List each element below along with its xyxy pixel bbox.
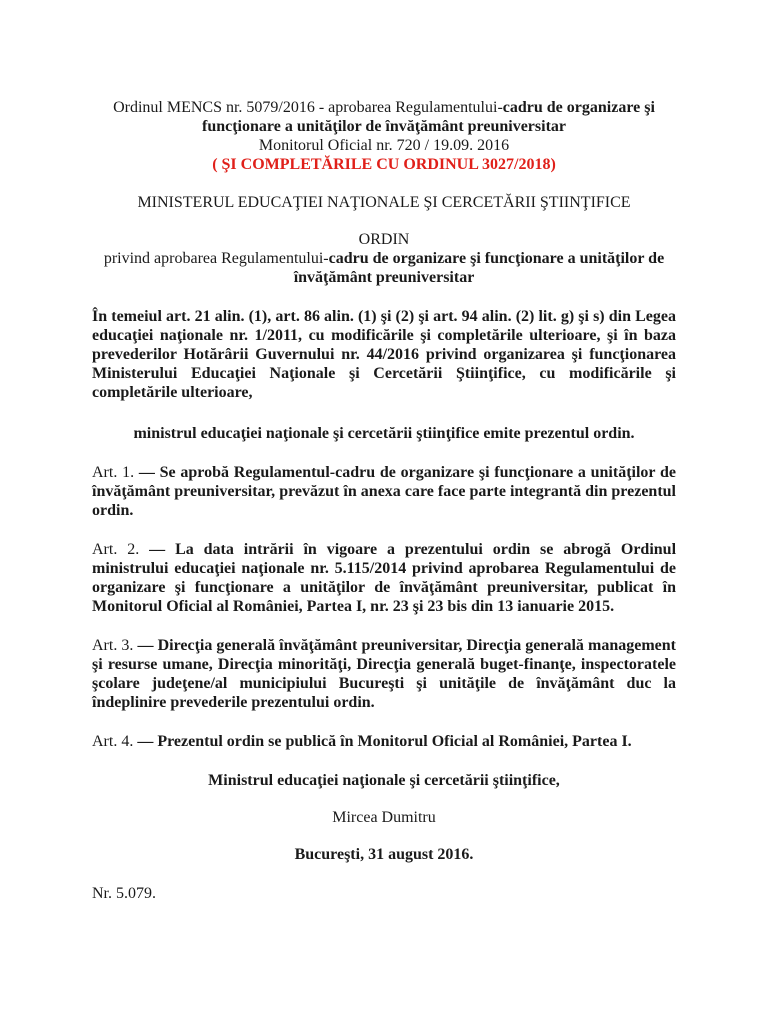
article-1	[92, 463, 676, 520]
order-title: ORDIN	[358, 231, 410, 248]
place-date: Bucureşti, 31 august 2016.	[294, 846, 474, 863]
header-line-4-open: (	[212, 156, 222, 173]
header-line-1	[92, 98, 676, 117]
minister-title: Ministrul educaţiei naţionale şi cercetării ştiinţifice,	[208, 772, 560, 789]
order-subtitle	[92, 249, 676, 287]
article-4	[92, 732, 676, 751]
header-line-3: Monitorul Oficial nr. 720 / 19.09. 2016	[258, 137, 510, 154]
article-3-text: Direcţia generală învăţământ preuniversitar, Direcţia generală management şi resurse umane, Direcţia minorităţi, Direcţia generală buget-finanţe, inspectoratele şcolare judeţene/al municipiului Bucureşti şi unităţile de învăţământ duc la îndeplinire prevederile prezentului ordin.	[92, 637, 676, 711]
header-line-1-bold: cadru de organizare şi	[502, 99, 655, 116]
article-4-dash: —	[133, 733, 158, 750]
minister-name: Mircea Dumitru	[332, 809, 436, 826]
header-line-4	[92, 155, 676, 174]
article-1-dash: —	[134, 464, 160, 481]
header-line-1-normal: Ordinul MENCS nr. 5079/2016 - aprobarea Regulamentului-	[113, 99, 503, 116]
article-3-dash: —	[133, 637, 158, 654]
document-header	[92, 98, 676, 174]
article-2-dash: —	[139, 541, 176, 558]
article-3-label: Art. 3.	[92, 637, 134, 654]
article-2	[92, 540, 676, 616]
order-subtitle-bold: cadru de organizare şi funcţionare a unităţilor de învăţământ preuniversitar	[293, 250, 665, 286]
article-3	[92, 636, 676, 712]
emite-statement: ministrul educaţiei naţionale şi cercetării ştiinţifice emite prezentul ordin.	[133, 425, 635, 442]
order-number: Nr. 5.079.	[92, 885, 156, 902]
article-2-label: Art. 2.	[92, 541, 140, 558]
article-1-text: Se aprobă Regulamentul-cadru de organizare şi funcţionare a unităţilor de învăţământ preuniversitar, prevăzut în anexa care face parte integrantă din prezentul ordin.	[92, 464, 676, 519]
preamble-paragraph: În temeiul art. 21 alin. (1), art. 86 alin. (1) şi (2) şi art. 94 alin. (2) lit. g) şi s) din Legea educaţiei naţionale nr. 1/2011, cu modificările şi completările ulterioare, şi în baza prevederilor Hotărârii Guvernului nr. 44/2016 privind organizarea şi funcţionarea Ministerului Educaţiei Naţionale şi Cercetării Ştiinţifice, cu modificările şi completările ulterioare,	[92, 308, 676, 401]
amendment-note: ŞI COMPLETĂRILE CU ORDINUL 3027/2018)	[221, 156, 556, 173]
article-1-label: Art. 1.	[92, 464, 135, 481]
article-4-text: Prezentul ordin se publică în Monitorul Oficial al României, Partea I.	[157, 733, 632, 750]
order-subtitle-normal: privind aprobarea Regulamentului-	[103, 250, 329, 267]
article-4-label: Art. 4.	[92, 733, 134, 750]
article-2-text: La data intrării în vigoare a prezentului ordin se abrogă Ordinul ministrului educaţiei naţionale nr. 5.115/2014 privind aprobarea Regulamentului de organizare şi funcţionare a unităţilor de învăţământ preuniversitar, publicat în Monitorul Oficial al României, Partea I, nr. 23 şi 23 bis din 13 ianuarie 2015.	[92, 541, 677, 615]
ministry-name: MINISTERUL EDUCAŢIEI NAŢIONALE ŞI CERCETĂRII ŞTIINŢIFICE	[137, 194, 631, 211]
header-line-2: funcţionare a unităţilor de învăţământ preuniversitar	[202, 118, 566, 135]
